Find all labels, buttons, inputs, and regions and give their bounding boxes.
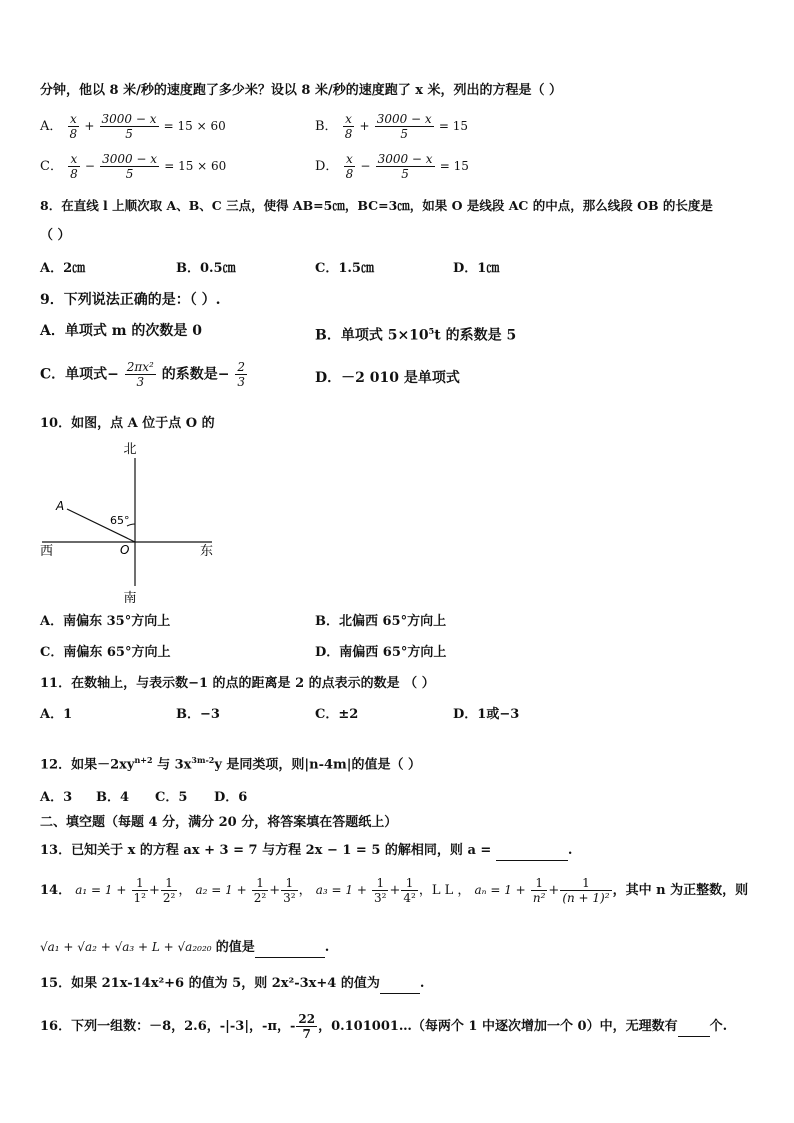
q9-option-a[interactable]: A．单项式 m 的次数是 0 (40, 323, 203, 339)
label-origin: O (120, 543, 130, 557)
q8-option-c[interactable]: C．1.5㎝ (315, 261, 374, 276)
q7-option-b[interactable]: B． $\frac{x}{8}$ + $\frac{3000 - x}{5}$ = 15 (315, 112, 468, 141)
q10-option-b[interactable]: B．北偏西 65°方向上 (315, 614, 447, 629)
q15-stem: 15．如果 21x-14x²+6 的值为 5，则 2x²-3x+4 的值为 . (40, 975, 424, 994)
q10-option-a[interactable]: A．南偏东 35°方向上 (40, 614, 171, 629)
compass-diagram (30, 438, 230, 608)
option-label: B． (315, 119, 338, 134)
q11-option-c[interactable]: C．±2 (315, 707, 359, 722)
q12-option-b[interactable]: B．4 (96, 790, 130, 805)
section-title-fill-in: 二、填空题（每题 4 分，满分 20 分，将答案填在答题纸上） (40, 815, 398, 830)
q11-option-a[interactable]: A．1 (40, 707, 73, 722)
q11-option-b[interactable]: B．−3 (176, 707, 220, 722)
q12-option-c[interactable]: C．5 (155, 790, 188, 805)
q7-option-a[interactable]: A． $\frac{x}{8}$ + $\frac{3000 - x}{5}$ = 15 × 60 (40, 112, 226, 141)
label-west: 西 (40, 544, 54, 559)
option-label: D． (315, 159, 339, 174)
q16-answer-blank[interactable] (678, 1018, 710, 1037)
q8-option-d[interactable]: D．1㎝ (453, 261, 500, 276)
q9-option-c[interactable]: C．单项式− $\frac{\text{2πx²}}{3}$ 的系数是− $\frac{2}{3}$ (40, 360, 245, 389)
q10-option-d[interactable]: D．南偏西 65°方向上 (315, 645, 447, 660)
q10-option-c[interactable]: C．南偏东 65°方向上 (40, 645, 171, 660)
label-point-a: A (56, 499, 65, 513)
option-label: C． (40, 159, 63, 174)
label-south: 南 (123, 591, 137, 606)
q12-stem: 12．如果$-2xy^{n+2}$ 与 $3x^{3m-2}y$ 是同类项，则|n-4m|的值是（ ） (40, 755, 422, 773)
q8-option-a[interactable]: A．2㎝ (40, 261, 86, 276)
q15-answer-blank[interactable] (380, 975, 420, 994)
q12-option-a[interactable]: A．3 (40, 790, 73, 805)
label-north: 北 (123, 442, 137, 457)
q13-answer-blank[interactable] (496, 842, 568, 861)
q14-sum-expression: √a₁ + √a₂ + √a₃ + L + √a₂₀₂₀ (40, 940, 212, 954)
q10-stem: 10．如图，点 A 位于点 O 的 (40, 416, 215, 431)
q9-stem: 9．下列说法正确的是：（ ）. (40, 292, 221, 308)
q11-option-d[interactable]: D．1或−3 (453, 707, 520, 722)
q8-answer-paren: （ ） (40, 228, 71, 243)
label-east: 东 (200, 544, 214, 559)
q14-answer-blank[interactable] (255, 939, 325, 958)
q16-stem: 16．下列一组数：－8，2.6，-|-3|，-π，- $\frac{22}{7}$ ，0.101001…（每两个 1 中逐次增加一个 0）中，无理数有 个. (40, 1012, 728, 1041)
label-angle: 65° (110, 514, 130, 527)
q13-stem: 13．已知关于 x 的方程 ax + 3 = 7 与方程 2x − 1 = 5 的解相同，则 a = . (40, 842, 572, 861)
q7-option-c[interactable]: C． $\frac{x}{8}$ − $\frac{3000 - x}{5}$ = 15 × 60 (40, 152, 227, 181)
q7-option-d[interactable]: D． $\frac{x}{8}$ − $\frac{3000 - x}{5}$ = 15 (315, 152, 469, 181)
q14-line1: 14． a₁ = 1 + $\frac{1}{\text{1²}}$ + $\frac{1}{\text{2²}}$ ， a₂ = 1 + $\frac{1}{\text{2²}}$ + $\frac{1}{\text{3²}}$ ， a₃ = 1 + $\frac{1}{\text{3²}}$ + $\frac{1}{\text{4²}}$ ，L L ， aₙ = 1 + $\frac{1}{\text{n²}}$ + $\frac{1}{\text{(n + 1)²}}$ ，其中 n 为正整数，则 (40, 876, 749, 905)
q9-option-d[interactable]: D．－2 010 是单项式 (315, 370, 460, 386)
q9-option-b[interactable]: B．单项式 $5\times 10^5t$ 的系数是 5 (315, 326, 517, 344)
q8-stem: 8．在直线 l 上顺次取 A、B、C 三点，使得 AB=5㎝，BC=3㎝，如果 O 是线段 AC 的中点，那么线段 OB 的长度是 (40, 198, 713, 213)
q7-stem: 分钟，他以 8 米/秒的速度跑了多少米？设以 8 米/秒的速度跑了 x 米，列出的方程是（ ） (40, 83, 563, 98)
option-label: A． (40, 119, 63, 134)
q12-option-d[interactable]: D．6 (214, 790, 248, 805)
q14-line2: √a₁ + √a₂ + √a₃ + L + √a₂₀₂₀ 的值是 . (40, 938, 329, 958)
q11-stem: 11．在数轴上，与表示数−1 的点的距离是 2 的点表示的数是 （ ） (40, 676, 435, 691)
q8-option-b[interactable]: B．0.5㎝ (176, 261, 236, 276)
